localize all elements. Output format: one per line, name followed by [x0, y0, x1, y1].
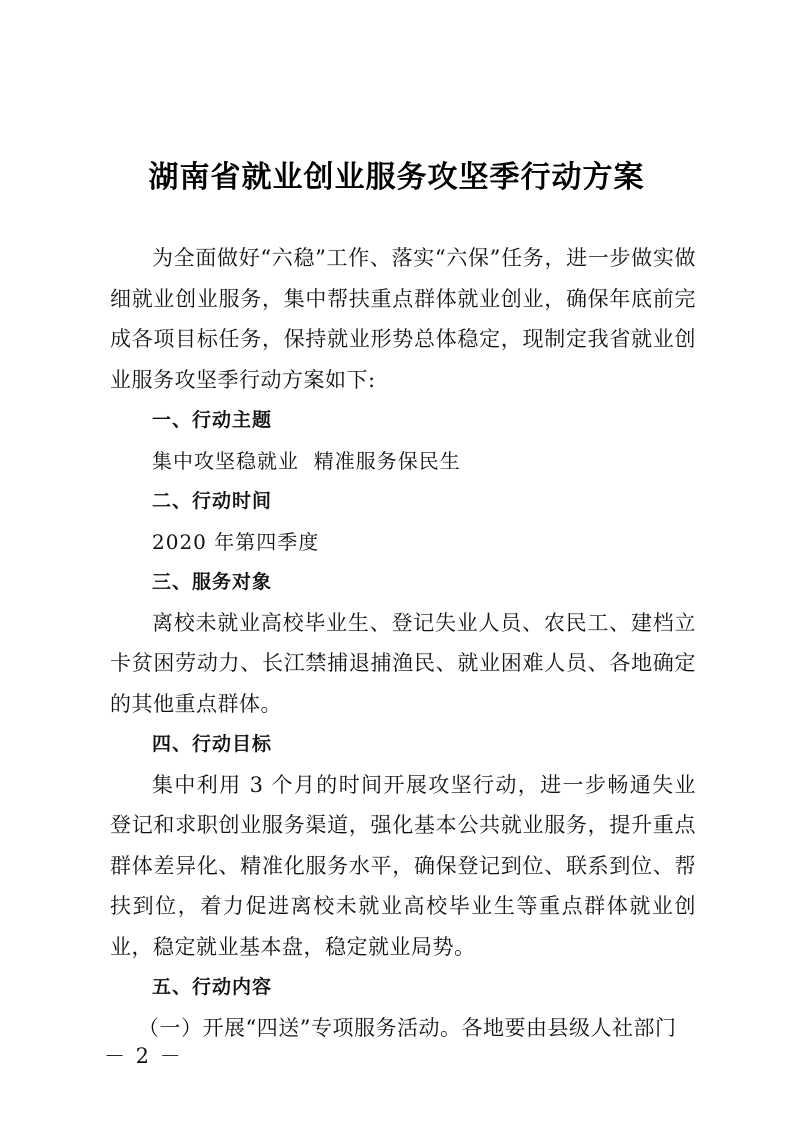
section-text-content: （一）开展“四送”专项服务活动。各地要由县级人社部门 — [138, 1015, 677, 1040]
section-text-goals: 集中利用 3 个月的时间开展攻坚行动，进一步畅通失业登记和求职创业服务渠道，强化基本公共就业服务，提升重点群体差异化、精准化服务水平，确保登记到位、联系到位、帮扶到位，着力促进离校未就业高校毕业生等重点群体就业创业，稳定就业基本盘，稳定就业局势。 — [110, 772, 696, 959]
section-text-time: 2020 年第四季度 — [152, 529, 320, 554]
section-heading-theme: 一、行动主题 — [152, 409, 273, 431]
section-text-targets: 离校未就业高校毕业生、登记失业人员、农民工、建档立卡贫困劳动力、长江禁捕退捕渔民、就业困难人员、各地确定的其他重点群体。 — [110, 610, 696, 716]
section-text-theme: 集中攻坚稳就业 精准服务保民生 — [152, 448, 461, 473]
document-body — [110, 238, 696, 1048]
section-heading-targets: 三、服务对象 — [152, 571, 273, 593]
page-number: － 2 － — [104, 1044, 183, 1068]
section-heading-time: 二、行动时间 — [152, 490, 273, 512]
document-title: 湖南省就业创业服务攻坚季行动方案 — [148, 160, 645, 195]
section-heading-content: 五、行动内容 — [152, 976, 273, 998]
intro-paragraph: 为全面做好“六稳”工作、落实“六保”任务，进一步做实做细就业创业服务，集中帮扶重点群体就业创业，确保年底前完成各项目标任务，保持就业形势总体稳定，现制定我省就业创业服务攻坚季行动方案如下: — [110, 246, 696, 392]
section-heading-goals: 四、行动目标 — [152, 733, 273, 755]
